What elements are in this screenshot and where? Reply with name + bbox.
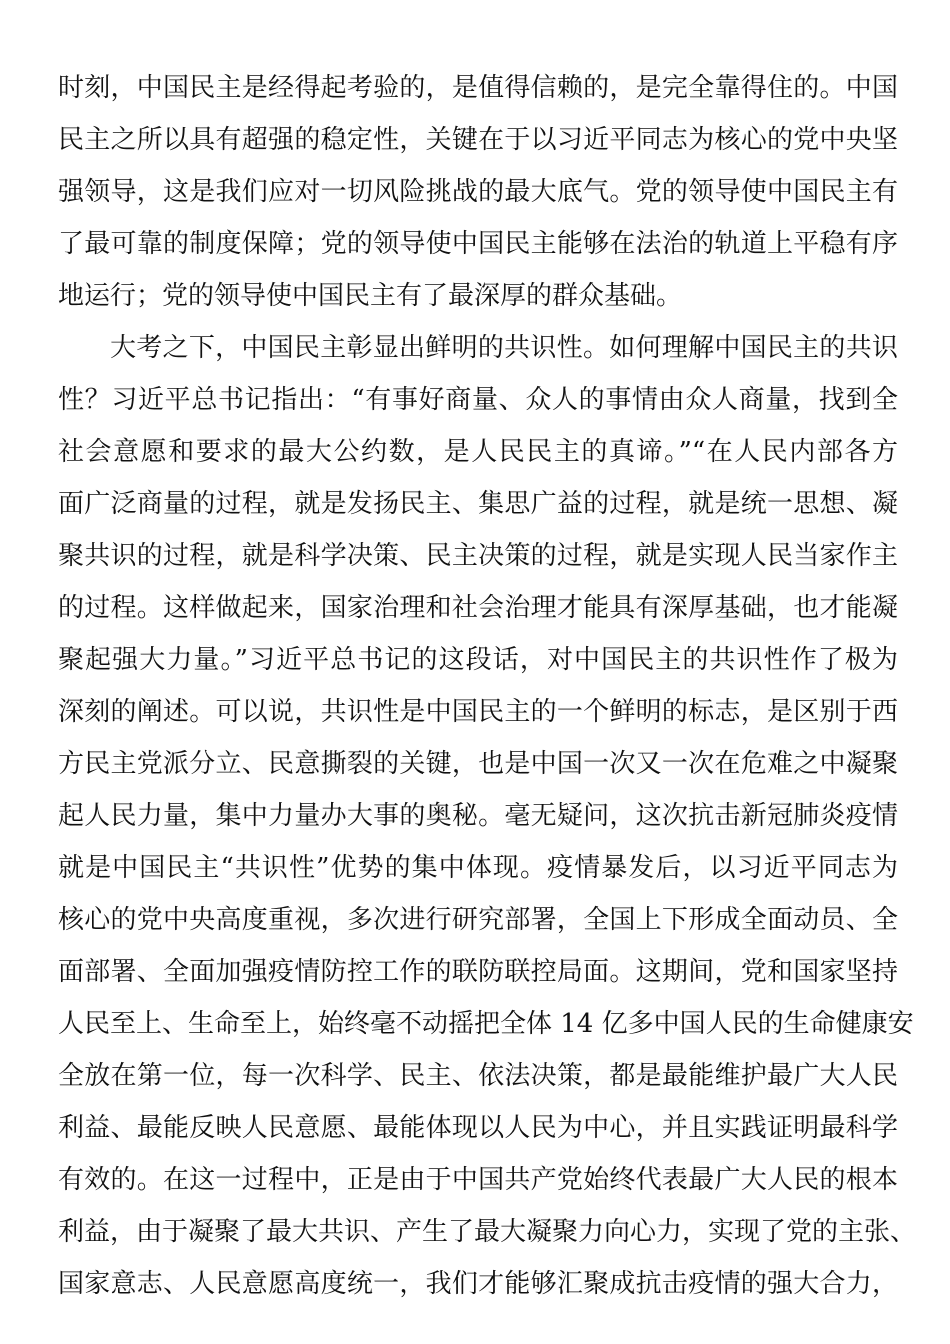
text-line: 的过程。这样做起来，国家治理和社会治理才能具有深厚基础，也才能凝: [58, 593, 898, 623]
text-line: 起人民力量，集中力量办大事的奥秘。毫无疑问，这次抗击新冠肺炎疫情: [58, 801, 898, 831]
text-line: 聚起强大力量。”习近平总书记的这段话，对中国民主的共识性作了极为: [58, 645, 898, 675]
text-line: 聚共识的过程，就是科学决策、民主决策的过程，就是实现人民当家作主: [58, 541, 898, 571]
document-page: [58, 66, 917, 1314]
text-line: 就是中国民主“共识性”优势的集中体现。疫情暴发后，以习近平同志为: [58, 853, 898, 883]
text-line: 利益，由于凝聚了最大共识、产生了最大凝聚力向心力，实现了党的主张、: [58, 1217, 917, 1247]
text-line: 地运行；党的领导使中国民主有了最深厚的群众基础。: [58, 281, 683, 311]
text-line: 人民至上、生命至上，始终毫不动摇把全体 14 亿多中国人民的生命健康安: [58, 1009, 914, 1039]
text-line: 面广泛商量的过程，就是发扬民主、集思广益的过程，就是统一思想、凝: [58, 489, 898, 519]
paragraph-1: [58, 66, 898, 326]
text-line: 社会意愿和要求的最大公约数，是人民民主的真谛。”“在人民内部各方: [58, 437, 898, 467]
text-line: 有效的。在这一过程中，正是由于中国共产党始终代表最广大人民的根本: [58, 1165, 898, 1195]
text-line: 利益、最能反映人民意愿、最能体现以人民为中心，并且实践证明最科学: [58, 1113, 898, 1143]
text-line: 方民主党派分立、民意撕裂的关键，也是中国一次又一次在危难之中凝聚: [58, 749, 898, 779]
text-line: 全放在第一位，每一次科学、民主、依法决策，都是最能维护最广大人民: [58, 1061, 898, 1091]
text-line: 性？习近平总书记指出：“有事好商量、众人的事情由众人商量，找到全: [58, 385, 898, 415]
text-line: 民主之所以具有超强的稳定性，关键在于以习近平同志为核心的党中央坚: [58, 125, 898, 155]
text-line: 了最可靠的制度保障；党的领导使中国民主能够在法治的轨道上平稳有序: [58, 229, 898, 259]
text-line: 深刻的阐述。可以说，共识性是中国民主的一个鲜明的标志，是区别于西: [58, 697, 898, 727]
text-line: 国家意志、人民意愿高度统一，我们才能够汇聚成抗击疫情的强大合力，: [58, 1269, 898, 1299]
text-line: 核心的党中央高度重视，多次进行研究部署，全国上下形成全面动员、全: [58, 905, 898, 935]
text-line: 面部署、全面加强疫情防控工作的联防联控局面。这期间，党和国家坚持: [58, 957, 898, 987]
text-line: 强领导，这是我们应对一切风险挑战的最大底气。党的领导使中国民主有: [58, 177, 898, 207]
paragraph-2: [58, 326, 917, 1314]
text-line: 时刻，中国民主是经得起考验的，是值得信赖的，是完全靠得住的。中国: [58, 73, 898, 103]
text-line: 大考之下，中国民主彰显出鲜明的共识性。如何理解中国民主的共识: [110, 333, 898, 363]
